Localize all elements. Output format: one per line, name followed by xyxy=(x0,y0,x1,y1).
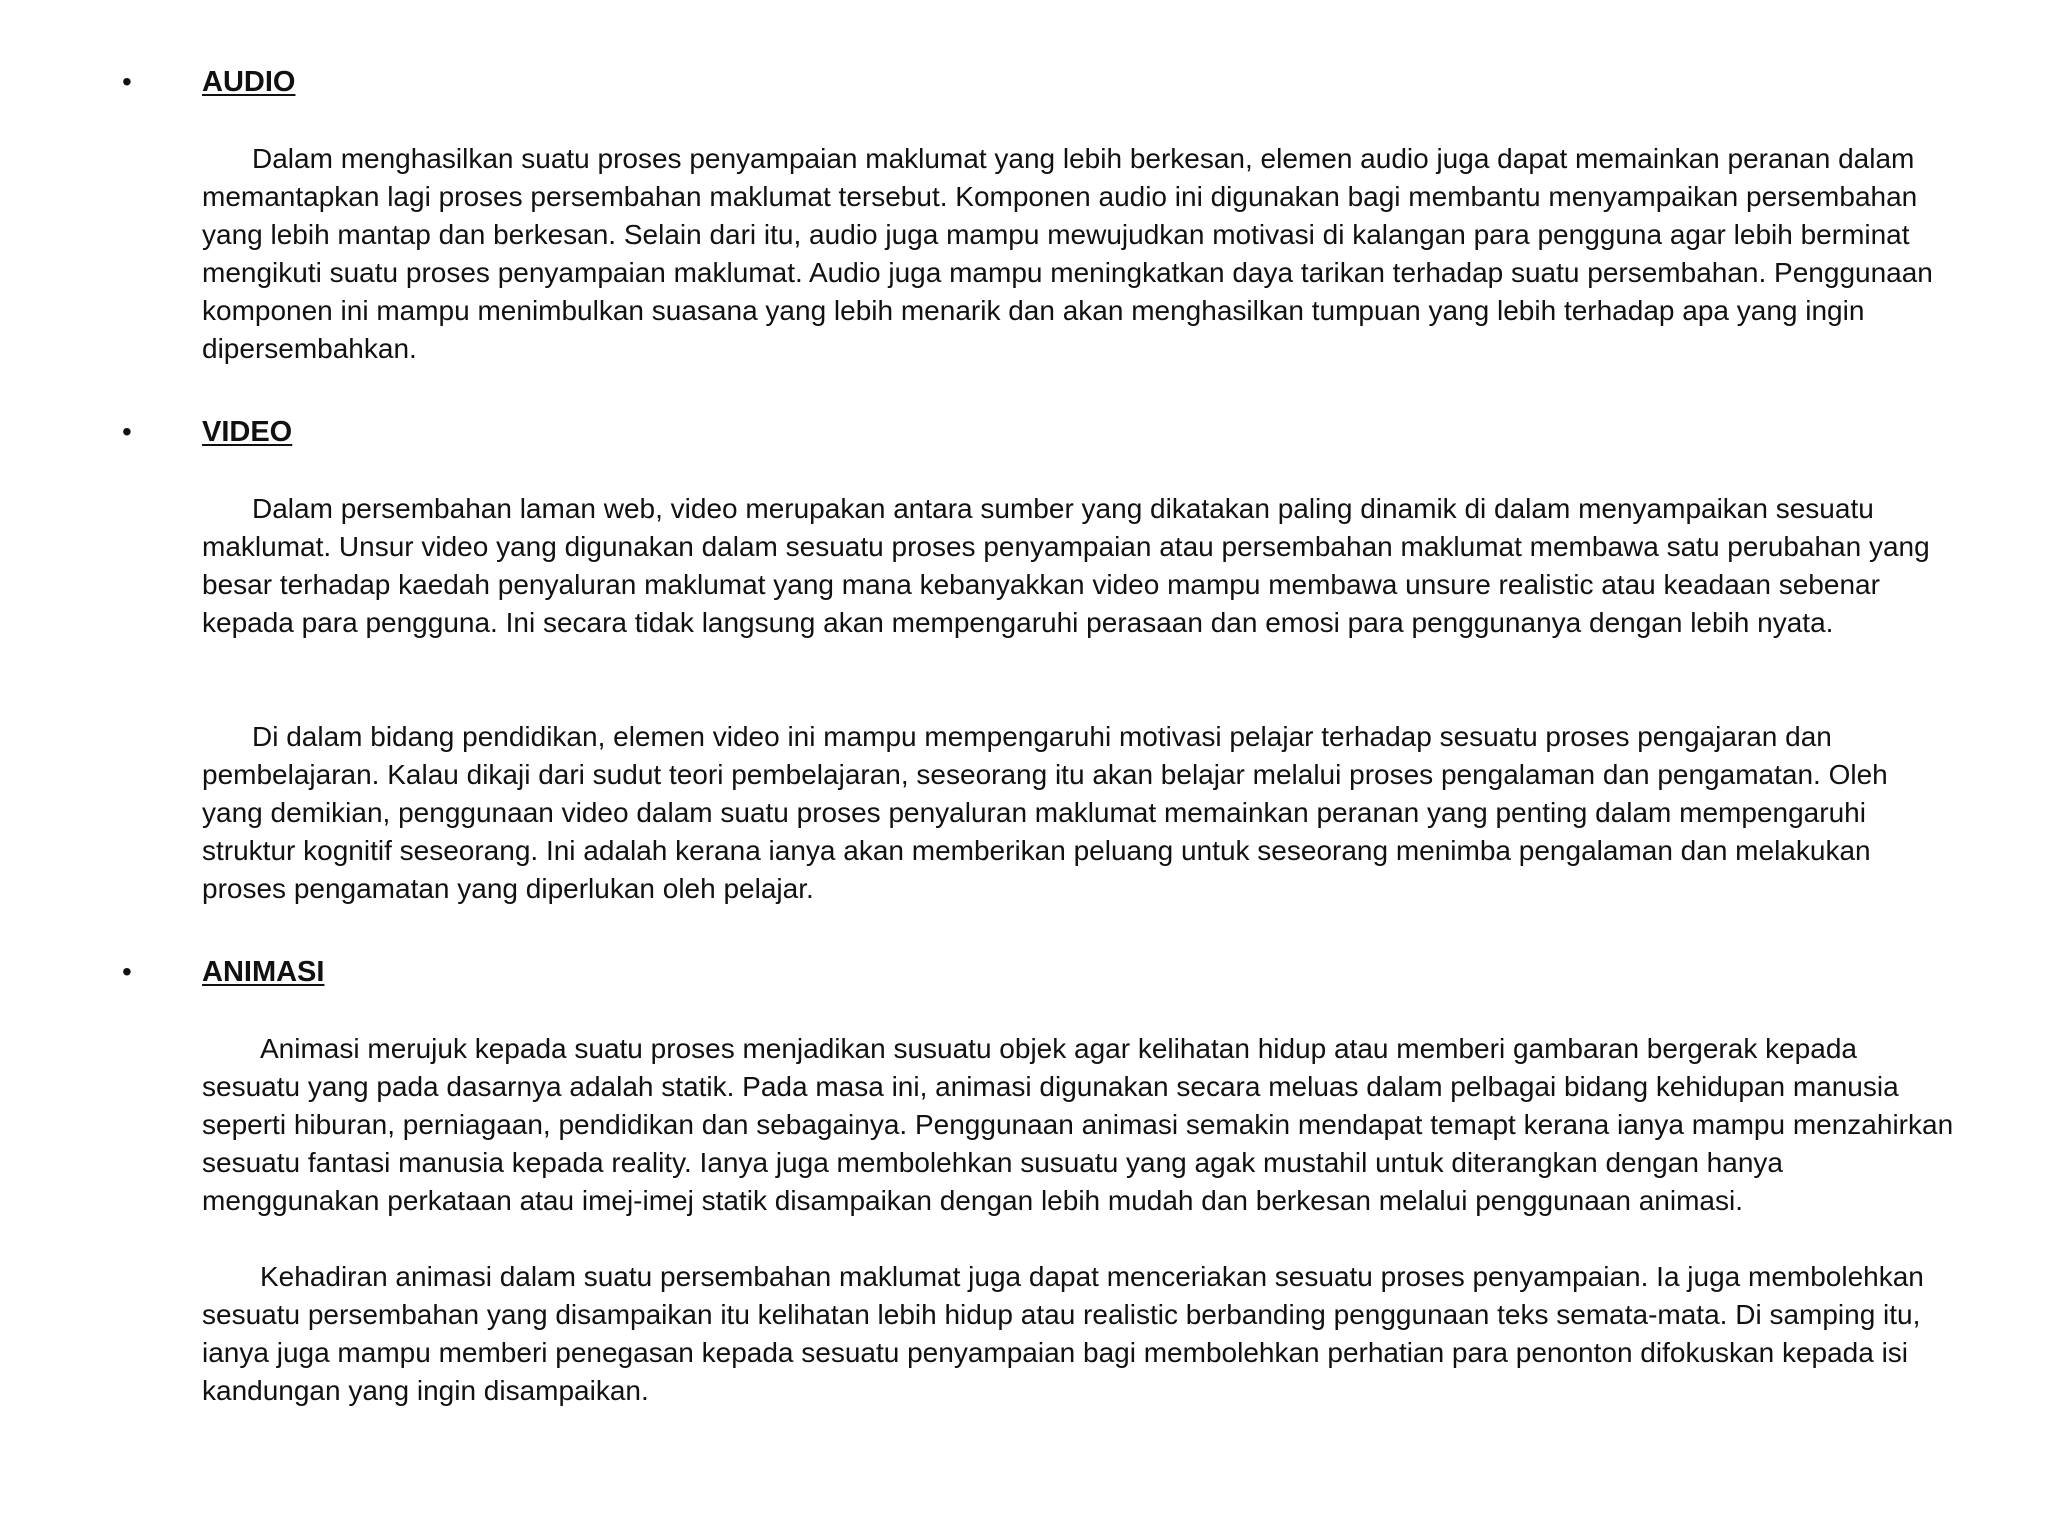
bullet-animasi: • xyxy=(122,956,132,987)
paragraph-animasi-1: Animasi merujuk kepada suatu proses menjadikan susuatu objek agar kelihatan hidup atau memberi gambaran bergerak kepada sesuatu yang pada dasarnya adalah statik. Pada masa ini, animasi digunakan secara meluas dalam pelbagai bidang kehidupan manusia seperti hiburan, perniagaan, pendidikan dan sebagainya. Penggunaan animasi semakin mendapat temapt kerana ianya mampu menzahirkan sesuatu fantasi manusia kepada reality. Ianya juga membolehkan susuatu yang agak mustahil untuk diterangkan dengan hanya menggunakan perkataan atau imej-imej statik disampaikan dengan lebih mudah dan berkesan melalui penggunaan animasi. xyxy=(202,1033,1954,1216)
paragraph-animasi-2: Kehadiran animasi dalam suatu persembahan maklumat juga dapat menceriakan sesuatu proses penyampaian. Ia juga membolehkan sesuatu persembahan yang disampaikan itu kelihatan lebih hidup atau realistic berbanding penggunaan teks semata-mata. Di samping itu, ianya juga mampu memberi penegasan kepada sesuatu penyampaian bagi membolehkan perhatian para penonton difokuskan kepada isi kandungan yang ingin disampaikan. xyxy=(202,1261,1924,1406)
heading-animasi: ANIMASI xyxy=(202,956,325,988)
heading-audio: AUDIO xyxy=(202,66,296,98)
bullet-video: • xyxy=(122,416,132,447)
bullet-audio: • xyxy=(122,66,132,97)
heading-video: VIDEO xyxy=(202,416,293,448)
paragraph-audio-1: Dalam menghasilkan suatu proses penyampaian maklumat yang lebih berkesan, elemen audio juga dapat memainkan peranan dalam memantapkan lagi proses persembahan maklumat tersebut. Komponen audio ini digunakan bagi membantu menyampaikan persembahan yang lebih mantap dan berkesan. Selain dari itu, audio juga mampu mewujudkan motivasi di kalangan para pengguna agar lebih berminat mengikuti suatu proses penyampaian maklumat. Audio juga mampu meningkatkan daya tarikan terhadap suatu persembahan. Penggunaan komponen ini mampu menimbulkan suasana yang lebih menarik dan akan menghasilkan tumpuan yang lebih terhadap apa yang ingin dipersembahkan. xyxy=(202,143,1933,364)
paragraph-video-1: Dalam persembahan laman web, video merupakan antara sumber yang dikatakan paling dinamik di dalam menyampaikan sesuatu maklumat. Unsur video yang digunakan dalam sesuatu proses penyampaian atau persembahan maklumat membawa satu perubahan yang besar terhadap kaedah penyaluran maklumat yang mana kebanyakkan video mampu membawa unsure realistic atau keadaan sebenar kepada para pengguna. Ini secara tidak langsung akan mempengaruhi perasaan dan emosi para penggunanya dengan lebih nyata. xyxy=(202,493,1930,638)
paragraph-video-2: Di dalam bidang pendidikan, elemen video ini mampu mempengaruhi motivasi pelajar terhadap sesuatu proses pengajaran dan pembelajaran. Kalau dikaji dari sudut teori pembelajaran, seseorang itu akan belajar melalui proses pengalaman dan pengamatan. Oleh yang demikian, penggunaan video dalam suatu proses penyaluran maklumat memainkan peranan yang penting dalam mempengaruhi struktur kognitif seseorang. Ini adalah kerana ianya akan memberikan peluang untuk seseorang menimba pengalaman dan melakukan proses pengamatan yang diperlukan oleh pelajar. xyxy=(202,721,1888,904)
